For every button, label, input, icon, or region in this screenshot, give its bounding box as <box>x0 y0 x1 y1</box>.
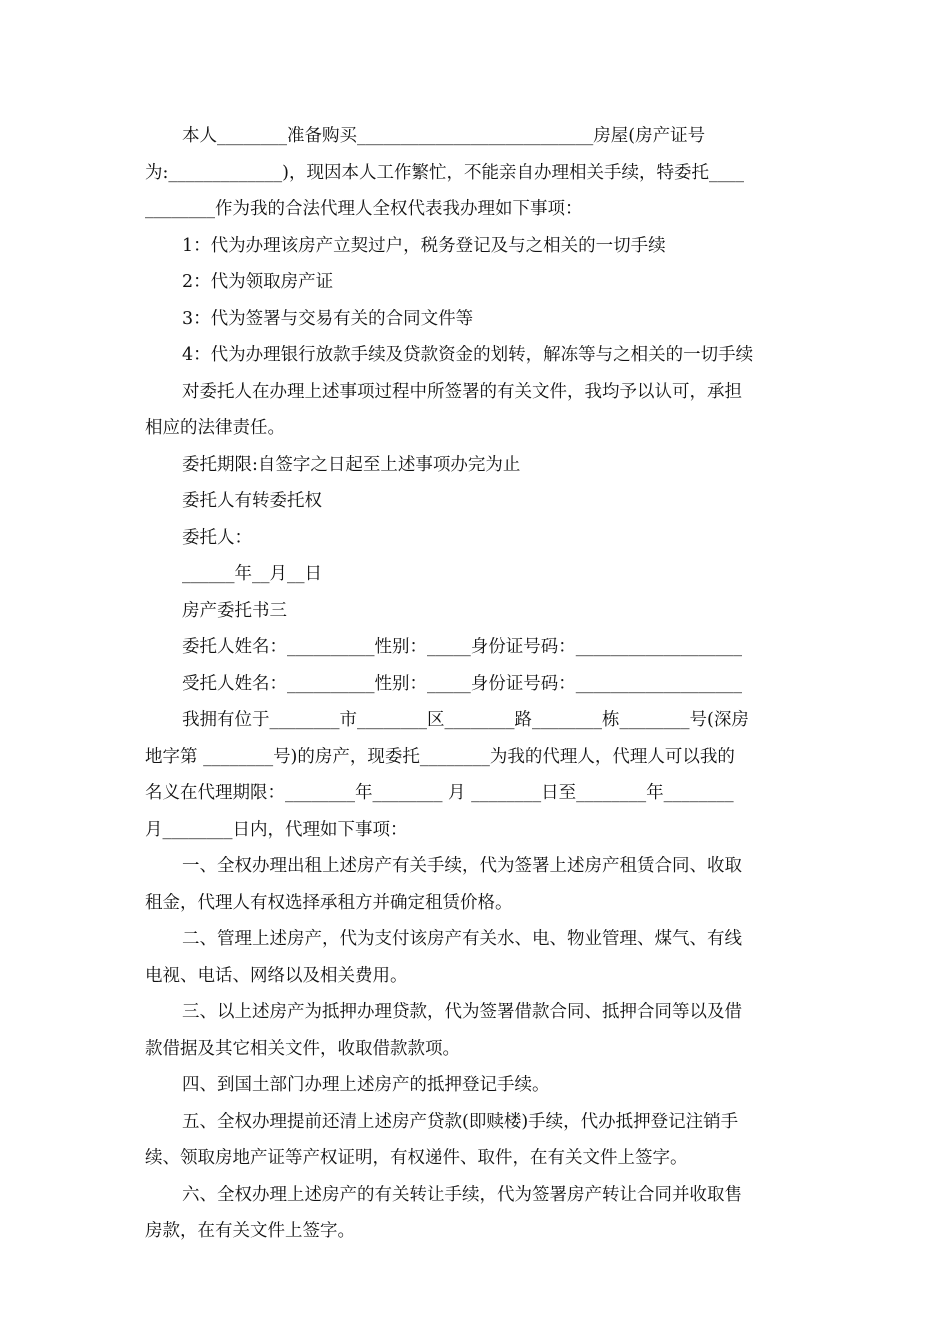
document-line: 四、到国土部门办理上述房产的抵押登记手续。 <box>182 1075 550 1095</box>
document-body <box>145 118 810 1250</box>
document-line: 对委托人在办理上述事项过程中所签署的有关文件，我均予以认可，承担 <box>182 381 742 402</box>
document-line: 一、全权办理出租上述房产有关手续，代为签署上述房产租赁合同、收取 <box>182 856 742 876</box>
document-line: 委托期限:自签字之日起至上述事项办完为止 <box>182 454 521 475</box>
document-line: 二、管理上述房产，代为支付该房产有关水、电、物业管理、煤气、有线 <box>182 929 742 949</box>
document-line: 委托人有转委托权 <box>182 491 322 511</box>
document-line: 本人________准备购买___________________________房屋(房产证号 <box>182 126 706 146</box>
document-line: 租金，代理人有权选择承租方并确定租赁价格。 <box>145 892 513 913</box>
document-line: 名义在代理期限：________年________ 月 ________日至________年________ <box>145 783 734 803</box>
document-line: 1：代为办理该房产立契过户，税务登记及与之相关的一切手续 <box>182 235 666 256</box>
document-line: 委托人姓名：__________性别：_____身份证号码：___________________ <box>182 637 742 657</box>
document-line: 六、全权办理上述房产的有关转让手续，代为签署房产转让合同并收取售 <box>182 1184 742 1205</box>
document-line: 2：代为领取房产证 <box>182 272 334 292</box>
document-line: 续、领取房地产证等产权证明，有权递件、取件，在有关文件上签字。 <box>145 1148 688 1168</box>
document-line: 4：代为办理银行放款手续及贷款资金的划转，解冻等与之相关的一切手续 <box>182 345 754 365</box>
document-line: 五、全权办理提前还清上述房产贷款(即赎楼)手续，代办抵押登记注销手 <box>182 1111 739 1132</box>
document-line: 相应的法律责任。 <box>145 418 285 438</box>
document-line: 我拥有位于________市________区________路________栋________号(深房 <box>182 710 749 730</box>
document-line: ______年__月__日 <box>182 564 322 584</box>
document-line: ________作为我的合法代理人全权代表我办理如下事项： <box>145 199 583 219</box>
document-line: 地字第 ________号)的房产，现委托________为我的代理人，代理人可以我的 <box>145 746 735 767</box>
document-line: 三、以上述房产为抵押办理贷款，代为签署借款合同、抵押合同等以及借 <box>182 1002 742 1022</box>
document-line: 委托人： <box>182 527 252 548</box>
document-line: 房产委托书三 <box>182 600 287 621</box>
document-line: 电视、电话、网络以及相关费用。 <box>145 965 408 986</box>
document-line: 受托人姓名：__________性别：_____身份证号码：___________________ <box>182 673 742 694</box>
document-line: 房款，在有关文件上签字。 <box>145 1221 355 1241</box>
document-line: 为:_____________)，现因本人工作繁忙，不能亲自办理相关手续，特委托____ <box>145 162 744 183</box>
document-line: 月________日内，代理如下事项： <box>145 819 408 840</box>
document-line: 款借据及其它相关文件，收取借款款项。 <box>145 1038 460 1059</box>
document-line: 3：代为签署与交易有关的合同文件等 <box>182 308 474 329</box>
